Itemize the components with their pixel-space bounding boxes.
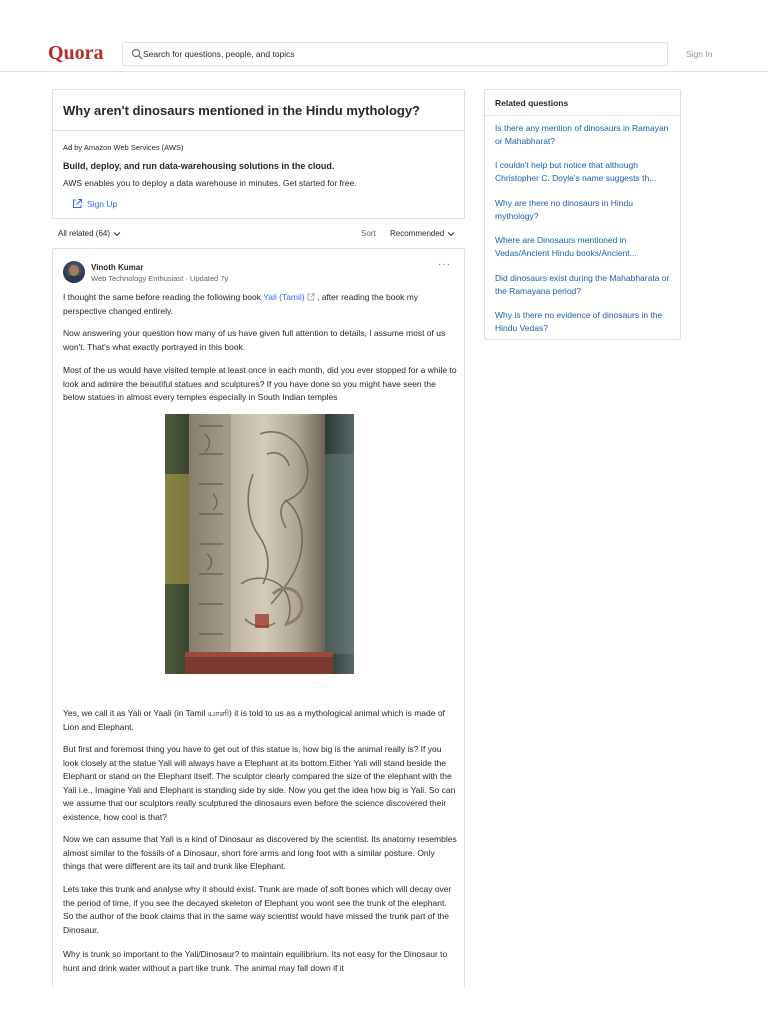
sort-value: Recommended	[390, 229, 445, 238]
avatar[interactable]	[63, 261, 85, 283]
answer-paragraph-8: Why is trunk so important to the Yali/Dinosaur? to maintain equilibrium. Its not easy for the Dinosaur to hunt and drink water without a part like trunk. The animal may fall down if it	[63, 949, 448, 973]
answer-paragraph-7: Lets take this trunk and analyse why it should exist. Trunk are made of soft bones which will decay over the period of time, if you see the decayed skeleton of Elephant you wont see the trunk of the elephant. So the author of the book claims that in the same way scientist would have missed the trunk part of the Dinosaur.	[63, 884, 452, 935]
answers-filter-bar	[52, 225, 465, 243]
all-related-dropdown[interactable]	[58, 229, 121, 238]
related-question-link[interactable]: Why is there no evidence of dinosaurs in the Hindu Vedas?	[495, 310, 663, 333]
yali-statue-image[interactable]	[165, 414, 354, 674]
answer-paragraph-2: Now answering your question how many of us have given full attention to details, I assume most of us won't. That's what exactly portrayed in this book.	[63, 328, 446, 352]
related-question-link[interactable]: I couldn't help but notice that although Christopher C. Doyle's name suggests th...	[495, 160, 657, 183]
answer-card	[52, 248, 465, 988]
search-icon	[131, 48, 143, 60]
related-questions-card	[484, 89, 681, 340]
more-options-icon[interactable]: ···	[438, 259, 451, 270]
related-question-link[interactable]: Is there any mention of dinosaurs in Ramayan or Mahabharat?	[495, 123, 669, 146]
external-link-icon	[71, 198, 83, 210]
quora-logo[interactable]: Quora	[48, 42, 104, 64]
related-question-link[interactable]: Why are there no dinosaurs in Hindu mythology?	[495, 198, 633, 221]
answer-paragraph-5: But first and foremost thing you have to get out of this statue is, how big is the animal really is? If you look closely at the statue Yali will always have a Elephant at its bottom.Either Yali will stand beside the Elephant or stand on the Elephant itself. The sculptor clearly compared the size of the elephant with the Yali i.e., Imagine Yali and Elephant is standing side by side. Now you get the idea how big is Yali. So can we assume that our sculptors really sculptured the dinosaurs even before the science discovered their existence, how cool is that?	[63, 744, 456, 822]
answer-paragraph-1: I thought the same before reading the following book Yali (Tamil) , after reading the book my perspective changed entirely.	[63, 292, 419, 316]
ad-cta-label: Sign Up	[87, 199, 118, 209]
divider	[485, 115, 680, 116]
author-credential: Web Technology Enthusiast · Updated 7y	[91, 274, 229, 283]
question-title[interactable]: Why aren't dinosaurs mentioned in the Hindu mythology?	[63, 103, 420, 118]
answer-paragraph-6: Now we can assume that Yali is a kind of Dinosaur as discovered by the scientist. Its anatomy resembles almost similar to the fossils of a Dinosaur, short fore arms and long foot with a similar posture. Only things that were different are its tail and trunk like Elephant.	[63, 834, 457, 871]
ad-sign-up-button[interactable]	[71, 197, 117, 211]
ad-sponsor: Ad by Amazon Web Services (AWS)	[63, 143, 184, 152]
related-question-link[interactable]: Where are Dinosaurs mentioned in Vedas/Ancient Hindu books/Ancient...	[495, 235, 637, 258]
sign-in-link[interactable]: Sign In	[686, 49, 713, 59]
ad-body: AWS enables you to deploy a data warehouse in minutes. Get started for free.	[63, 178, 357, 188]
search-input[interactable]	[143, 43, 663, 65]
sort-label: Sort	[361, 229, 376, 238]
ad-unit[interactable]	[53, 130, 464, 218]
related-question-link[interactable]: Did dinosaurs exist during the Mahabharata or the Ramayana period?	[495, 273, 670, 296]
all-related-label: All related (64)	[58, 229, 111, 238]
answer-paragraph-3: Most of the us would have visited temple at least once in each month, did you ever stopped for a while to look and admire the beautiful statues and sculptures? If you have done so you might have seen the below statues in almost every temples especially in South Indian temples	[63, 365, 457, 402]
external-link-icon	[307, 293, 315, 301]
chevron-down-icon	[113, 231, 121, 237]
chevron-down-icon	[447, 231, 455, 237]
answer-paragraph-4: Yes, we call it as Yali or Yaali (in Tamil யாளி) it is told to us as a mythological animal which is made of Lion and Elephant.	[63, 708, 445, 732]
related-questions-title: Related questions	[495, 98, 569, 108]
author-name[interactable]: Vinoth Kumar	[91, 263, 144, 272]
question-card	[52, 89, 465, 219]
sort-dropdown[interactable]	[390, 229, 455, 238]
top-header	[0, 0, 768, 72]
ad-headline[interactable]: Build, deploy, and run data-warehousing solutions in the cloud.	[63, 161, 335, 171]
book-link[interactable]: Yali (Tamil)	[263, 292, 305, 302]
search-bar[interactable]	[122, 42, 668, 66]
